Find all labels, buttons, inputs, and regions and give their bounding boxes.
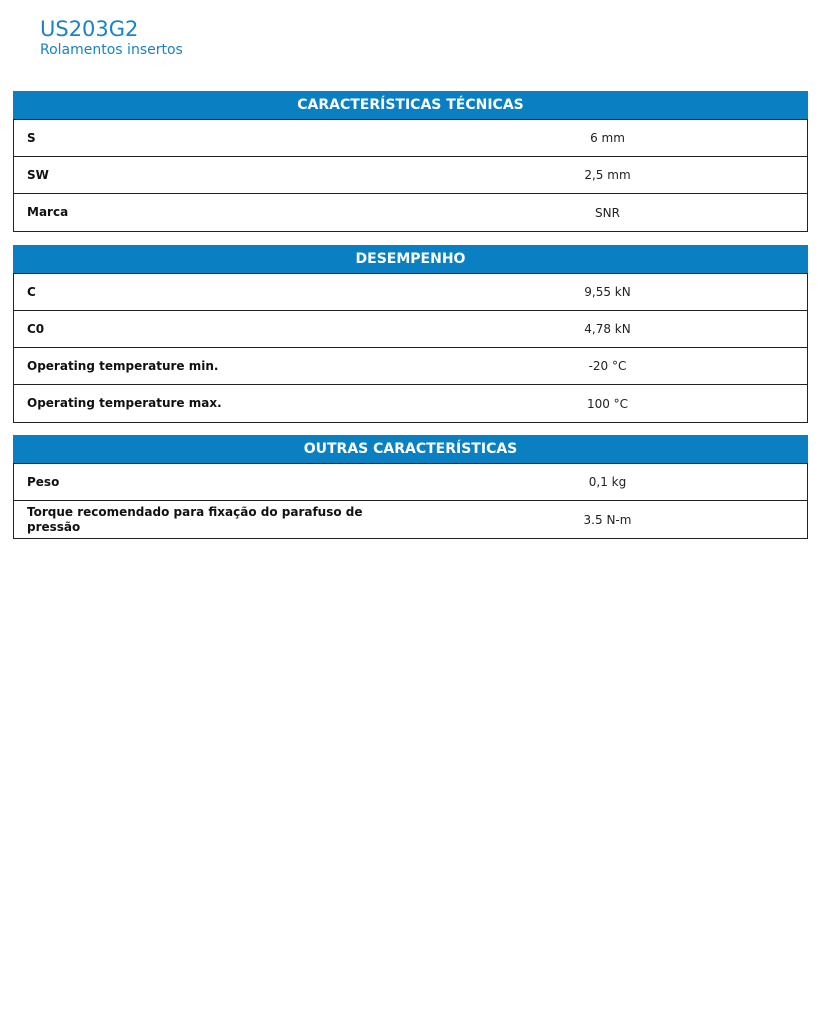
row-value: 3.5 N-m <box>583 512 632 527</box>
section-performance <box>13 245 808 423</box>
row-value: 6 mm <box>590 131 625 145</box>
row-value: 0,1 kg <box>588 475 627 489</box>
section-other <box>13 435 808 539</box>
page-header <box>40 16 183 58</box>
spec-table <box>13 273 808 423</box>
row-value: 2,5 mm <box>584 168 631 182</box>
row-label: C <box>27 284 36 299</box>
row-value: -20 °C <box>588 359 627 373</box>
table-row <box>14 157 807 194</box>
spec-table <box>13 463 808 539</box>
table-row <box>14 120 807 157</box>
section-title: OUTRAS CARACTERÍSTICAS <box>13 435 808 463</box>
row-value: 9,55 kN <box>584 285 631 299</box>
row-value: SNR <box>595 205 620 220</box>
section-technical <box>13 91 808 232</box>
section-title: DESEMPENHO <box>13 245 808 273</box>
table-row <box>14 501 807 538</box>
table-row <box>14 194 807 231</box>
row-value: 4,78 kN <box>584 322 631 336</box>
row-label: Marca <box>27 205 69 219</box>
spec-table <box>13 119 808 232</box>
row-label: C0 <box>27 321 45 336</box>
product-subtitle: Rolamentos insertos <box>40 42 183 58</box>
row-label: SW <box>27 167 49 182</box>
row-value: 100 °C <box>586 396 629 411</box>
row-label: Operating temperature max. <box>27 396 222 410</box>
table-row <box>14 311 807 348</box>
product-title: US203G2 <box>40 17 139 41</box>
row-label: Torque recomendado para fixação do parafuso de pressão <box>27 504 363 534</box>
table-row <box>14 385 807 422</box>
table-row <box>14 464 807 501</box>
row-label: Peso <box>27 474 60 489</box>
table-row <box>14 274 807 311</box>
section-title: CARACTERÍSTICAS TÉCNICAS <box>13 91 808 119</box>
row-label: Operating temperature min. <box>27 358 219 373</box>
table-row <box>14 348 807 385</box>
row-label: S <box>27 130 36 145</box>
